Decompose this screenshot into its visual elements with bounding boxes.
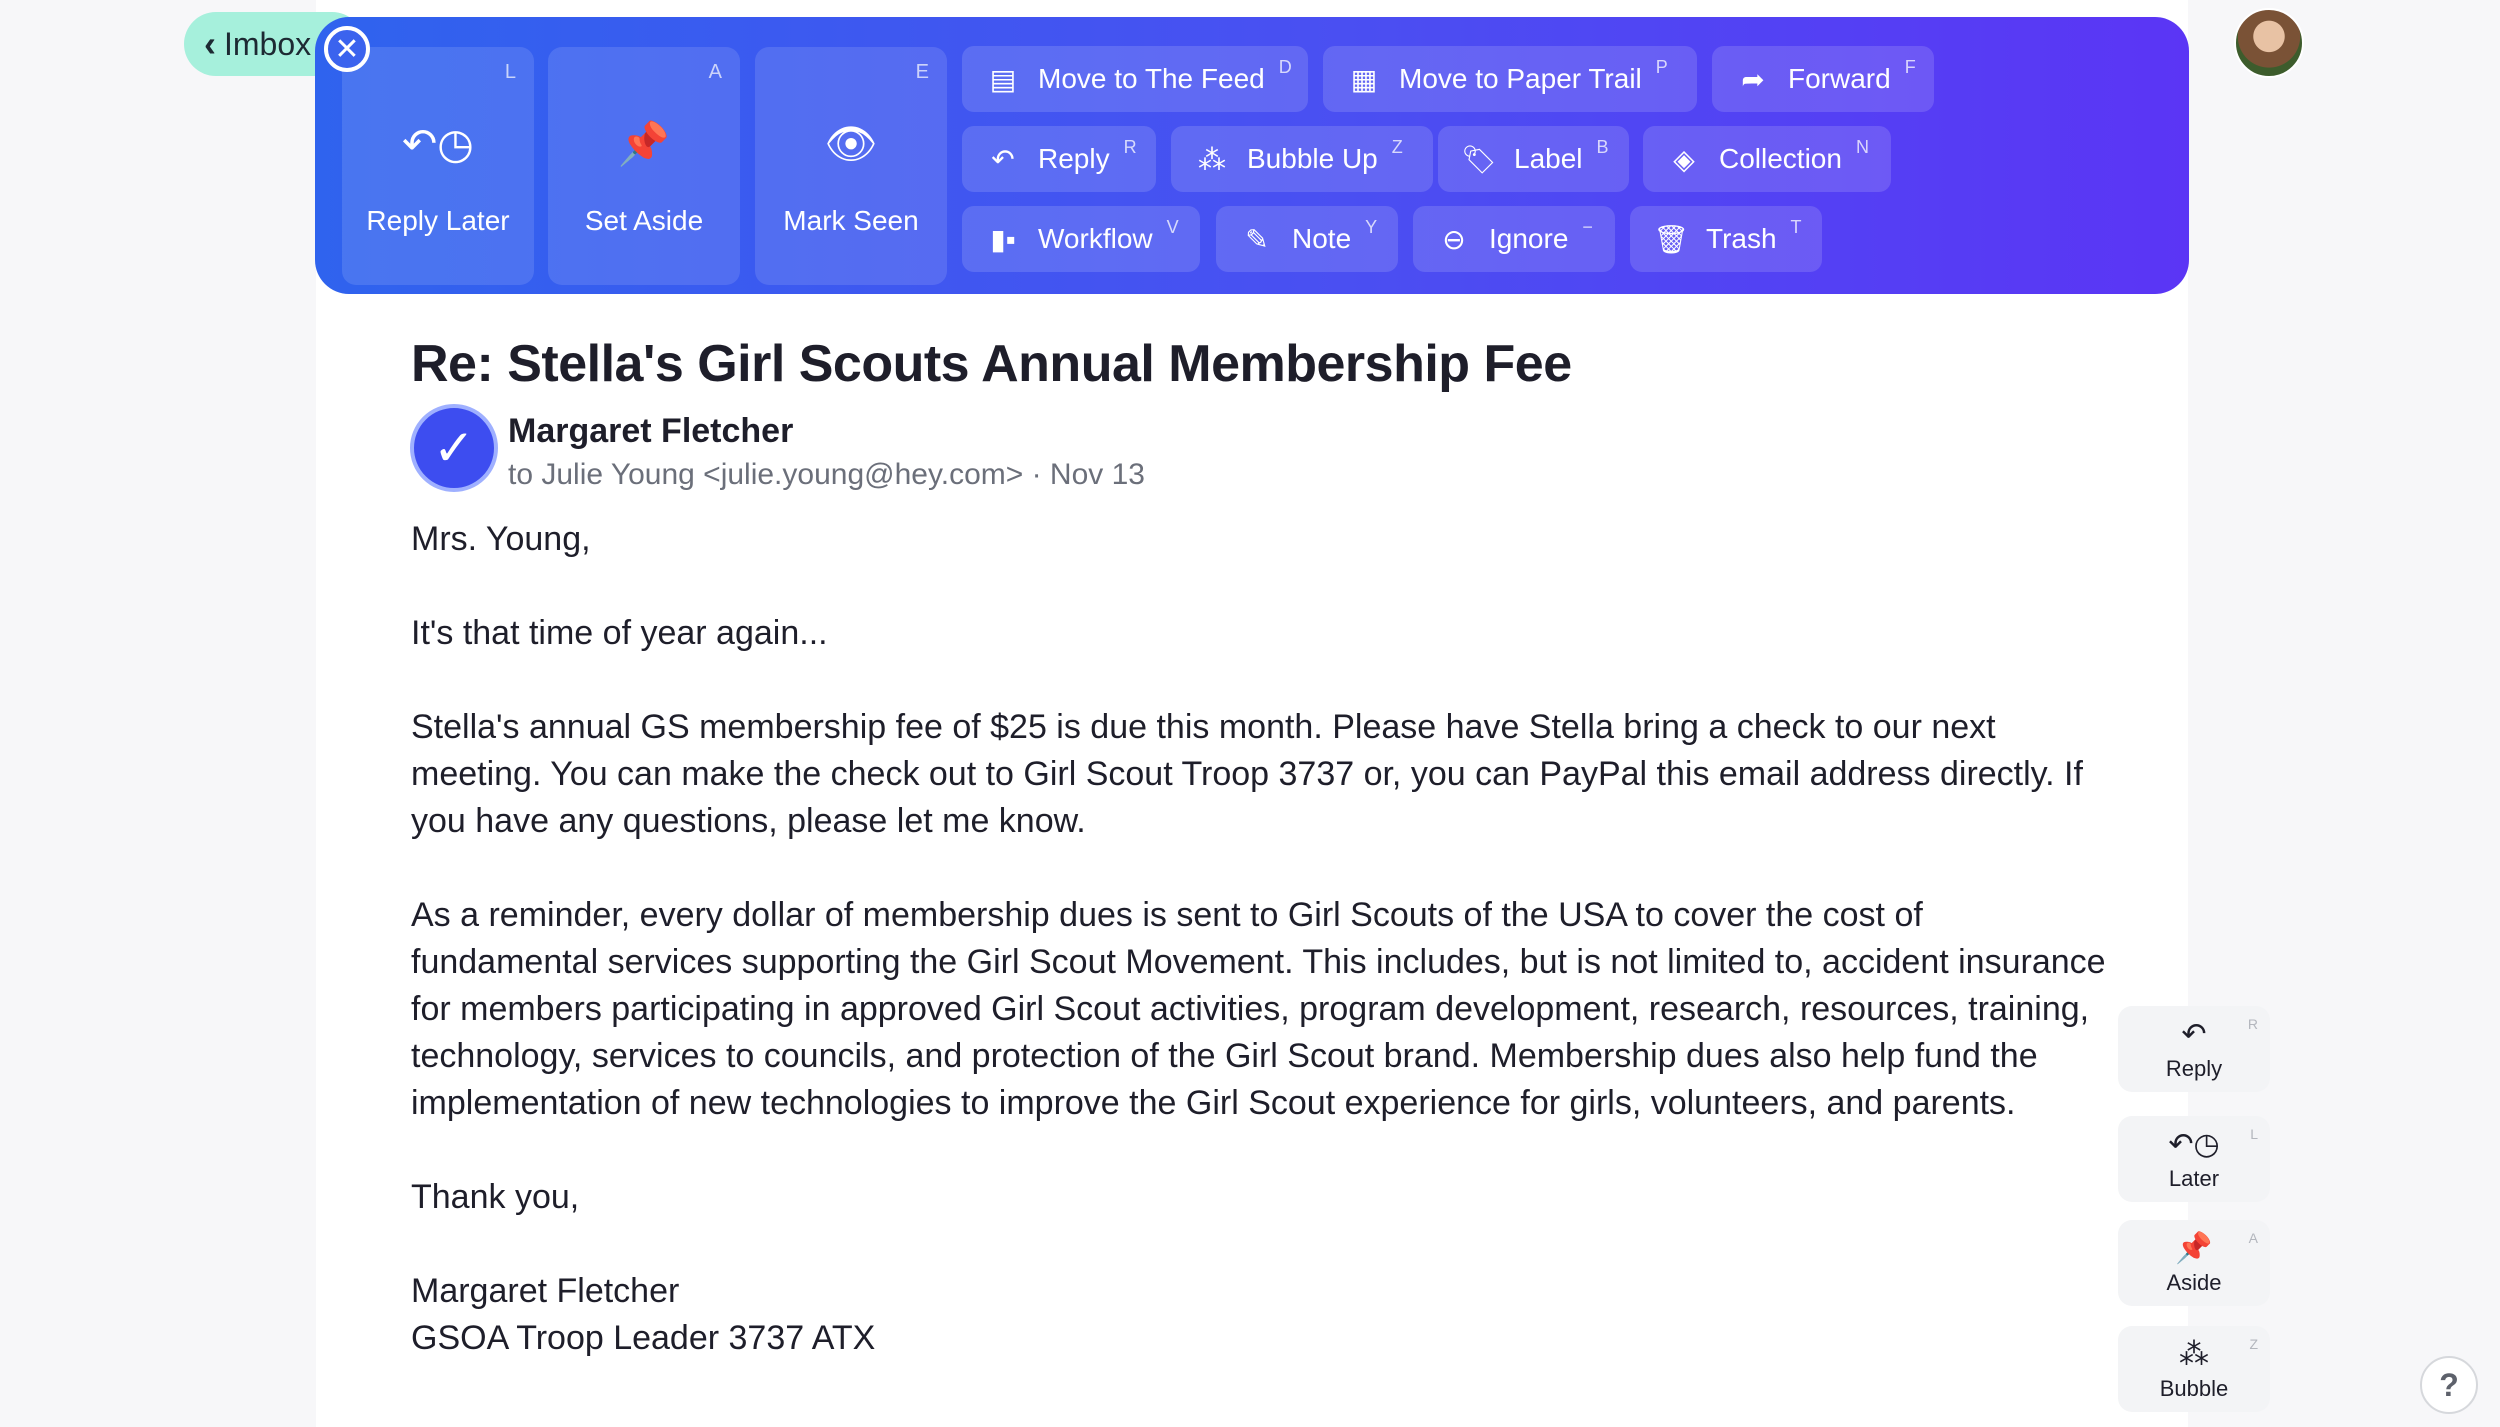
shortcut-key: R <box>1123 136 1137 157</box>
sender-avatar[interactable] <box>410 404 498 492</box>
user-avatar[interactable] <box>2234 8 2304 78</box>
workflow-icon: ▮▪ <box>990 223 1016 255</box>
page-gutter-right <box>2188 0 2500 1427</box>
bubble-up-icon: ⁂ <box>1198 143 1226 175</box>
shortcut-key: V <box>1166 216 1179 237</box>
body-paragraph: As a reminder, every dollar of membership dues is sent to Girl Scouts of the USA to cover the cost of fundamental services supporting the Girl Scout Movement. This includes, but is not limited to, accident insurance for members participating in approved Girl Scout activities, program development, research, resources, training, technology, services to councils, and protection of the Girl Scout brand. Membership dues also help fund the implementation of new technologies to improve the Girl Scout experience for girls, volunteers, and parents. <box>411 896 2106 1122</box>
reply-icon: ↶ <box>2181 1018 2207 1051</box>
note-icon: ✎ <box>1245 223 1269 255</box>
quick-label: Aside <box>2166 1270 2222 1295</box>
button-label: Ignore <box>1489 223 1569 254</box>
recipient-and-date: to Julie Young <julie.young@hey.com> · Nov 13 <box>508 458 1145 491</box>
shortcut-key: L <box>504 61 516 83</box>
email-subject: Re: Stella's Girl Scouts Annual Membership Fee <box>411 335 1572 393</box>
shortcut-key: E <box>915 61 929 83</box>
feed-icon: ▤ <box>989 63 1017 95</box>
pin-icon: 📌 <box>2175 1232 2213 1265</box>
move-to-feed-button[interactable] <box>962 46 1308 112</box>
button-label: Workflow <box>1038 223 1153 254</box>
body-paragraph: It's that time of year again... <box>411 614 828 652</box>
signature-title: GSOA Troop Leader 3737 ATX <box>411 1319 876 1357</box>
signature-name: Margaret Fletcher <box>411 1272 680 1310</box>
label-button[interactable] <box>1438 126 1629 192</box>
quick-label: Later <box>2168 1166 2220 1191</box>
quick-label: Bubble <box>2159 1376 2229 1401</box>
bubble-up-button[interactable] <box>1171 126 1433 192</box>
move-to-paper-trail-button[interactable] <box>1323 46 1697 112</box>
shortcut-key: N <box>1855 136 1869 157</box>
button-label: Reply Later <box>366 205 510 236</box>
receipt-icon: ▦ <box>1350 63 1378 95</box>
shortcut-key: P <box>1655 56 1668 77</box>
quick-later-button[interactable] <box>2118 1116 2270 1202</box>
shortcut-key: Z <box>2249 1336 2258 1352</box>
mark-seen-button[interactable] <box>755 47 947 285</box>
minus-circle-icon: ⊖ <box>1442 223 1466 255</box>
button-label: Move to Paper Trail <box>1399 63 1642 94</box>
shortcut-key: T <box>1790 216 1802 237</box>
body-paragraph: Mrs. Young, <box>411 520 591 558</box>
checkmark-icon: ✓ <box>433 420 475 476</box>
eye-icon: 👁 <box>824 120 878 167</box>
shortcut-key: L <box>2250 1126 2258 1142</box>
chevron-left-icon: ‹ <box>204 23 216 64</box>
body-paragraph: Stella's annual GS membership fee of $25 is due this month. Please have Stella bring a check to our next meeting. You can make the check out to Girl Scout Troop 3737 or, you can PayPal this email address directly. If you have any questions, please let me know. <box>411 708 2083 840</box>
shortcut-key: F <box>1904 56 1916 77</box>
reply-icon: ↶ <box>991 143 1015 175</box>
button-label: Move to The Feed <box>1038 63 1265 94</box>
collection-button[interactable] <box>1643 126 1891 192</box>
shortcut-key: B <box>1596 136 1609 157</box>
email-body <box>411 516 2111 1362</box>
quick-reply-button[interactable] <box>2118 1006 2270 1092</box>
trash-icon: 🗑 <box>1653 223 1689 255</box>
reply-later-icon: ↶◷ <box>2168 1128 2220 1161</box>
quick-label: Reply <box>2165 1056 2223 1081</box>
reply-later-button[interactable] <box>342 47 534 285</box>
button-label: Forward <box>1788 63 1891 94</box>
reply-button[interactable] <box>962 126 1156 192</box>
shortcut-key: − <box>1582 216 1593 237</box>
quick-bubble-button[interactable] <box>2118 1326 2270 1412</box>
button-label: Trash <box>1706 223 1777 254</box>
close-toolbar-button[interactable] <box>324 26 370 72</box>
email-actions-toolbar <box>315 17 2189 294</box>
quick-aside-button[interactable] <box>2118 1220 2270 1306</box>
trash-button[interactable] <box>1630 206 1822 272</box>
ignore-button[interactable] <box>1413 206 1615 272</box>
shortcut-key: A <box>708 61 722 83</box>
shortcut-key: Z <box>1391 136 1403 157</box>
shortcut-key: D <box>1278 56 1292 77</box>
button-label: Mark Seen <box>783 205 919 236</box>
shortcut-key: R <box>2247 1016 2258 1032</box>
page-gutter-left <box>0 0 316 1427</box>
button-label: Reply <box>1038 143 1110 174</box>
tag-icon: 🏷 <box>1461 143 1497 175</box>
bubble-up-icon: ⁂ <box>2179 1338 2209 1371</box>
close-icon: ✕ <box>334 32 360 66</box>
set-aside-button[interactable] <box>548 47 740 285</box>
box-icon: ◈ <box>1673 143 1695 175</box>
note-button[interactable] <box>1216 206 1398 272</box>
back-label: Imbox <box>224 25 312 62</box>
shortcut-key: A <box>2248 1230 2258 1246</box>
button-label: Label <box>1514 143 1583 174</box>
help-button[interactable] <box>2420 1356 2478 1414</box>
button-label: Bubble Up <box>1247 143 1378 174</box>
help-icon: ? <box>2439 1366 2459 1403</box>
button-label: Note <box>1292 223 1352 254</box>
button-label: Set Aside <box>584 205 704 236</box>
pin-icon: 📌 <box>617 120 671 167</box>
shortcut-key: Y <box>1365 216 1378 237</box>
body-paragraph: Thank you, <box>411 1178 580 1216</box>
workflow-button[interactable] <box>962 206 1200 272</box>
sender-name[interactable]: Margaret Fletcher <box>508 412 794 450</box>
button-label: Collection <box>1719 143 1842 174</box>
reply-later-icon: ↶◷ <box>402 120 474 167</box>
forward-button[interactable] <box>1712 46 1934 112</box>
forward-icon: ➦ <box>1741 63 1765 95</box>
